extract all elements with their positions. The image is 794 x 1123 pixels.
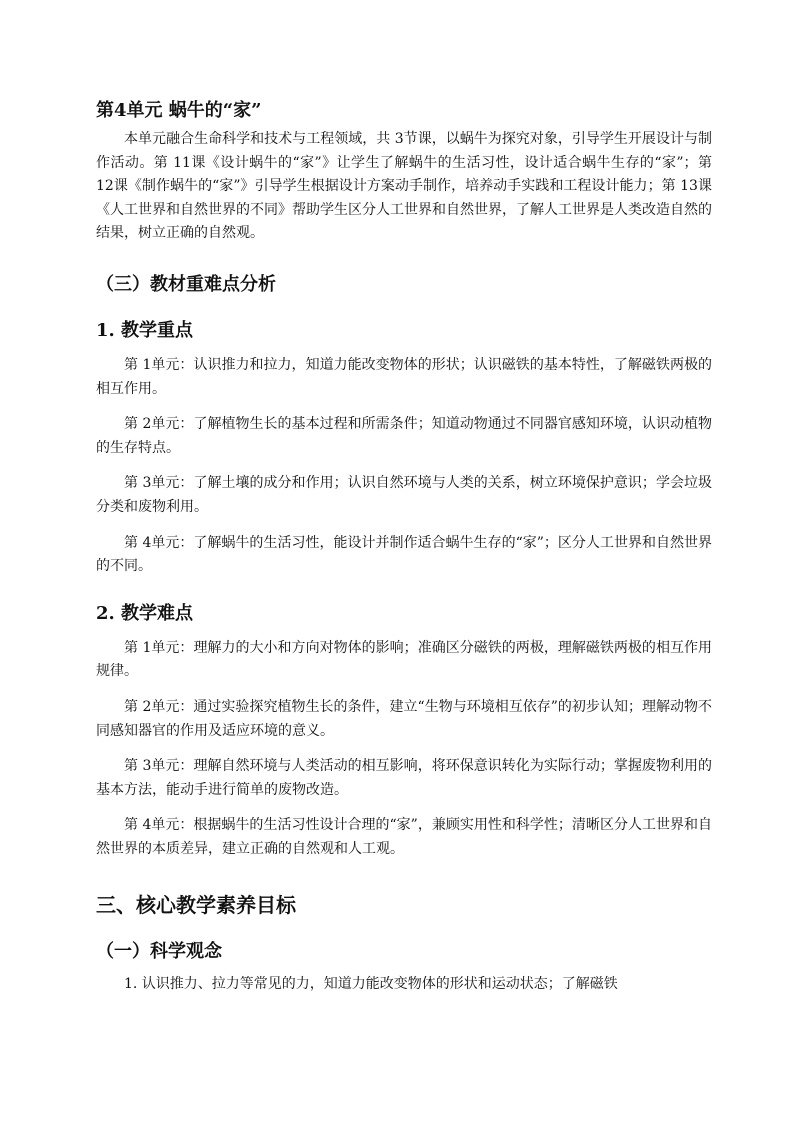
difficult-point-unit2: 第 2单元：通过实验探究植物生长的条件，建立“生物与环境相互依存”的初步认知；理解动物不同感知器官的作用及适应环境的意义。: [96, 698, 712, 739]
science-concept-heading: （一）科学观念: [96, 941, 222, 963]
key-point-unit1: 第 1单元：认识推力和拉力，知道力能改变物体的形状；认识磁铁的基本特性，了解磁铁两极的相互作用。: [96, 356, 712, 397]
difficult-points-heading: 2. 教学难点: [96, 602, 194, 624]
difficult-point-unit1: 第 1单元：理解力的大小和方向对物体的影响；准确区分磁铁的两极，理解磁铁两极的相互作用规律。: [96, 639, 712, 680]
science-concept-item-1: 1. 认识推力、拉力等常见的力，知道力能改变物体的形状和运动状态；了解磁铁: [124, 976, 618, 993]
unit4-intro-paragraph: 本单元融合生命科学和技术与工程领域，共 3节课，以蜗牛为探究对象，引导学生开展设计与制作活动。第 11课《设计蜗牛的“家”》让学生了解蜗牛的生活习性，设计适合蜗牛生存的“家”；第 12课《制作蜗牛的“家”》引导学生根据设计方案动手制作，培养动手实践和工程设计能力；第 13课《人工世界和自然世界的不同》帮助学生区分人工世界和自然世界，了解人工世界是人类改造自然的结果，树立正确的自然观。: [96, 131, 712, 242]
unit4-heading: 第4单元 蜗牛的“家”: [96, 100, 262, 121]
difficult-point-unit4: 第 4单元：根据蜗牛的生活习性设计合理的“家”，兼顾实用性和科学性；清晰区分人工世界和自然世界的本质差异，建立正确的自然观和人工观。: [96, 817, 712, 857]
section-key-difficult-heading: （三）教材重难点分析: [96, 273, 276, 295]
page-content: [96, 98, 712, 997]
difficult-point-unit3: 第 3单元：理解自然环境与人类活动的相互影响，将环保意识转化为实际行动；掌握废物利用的基本方法，能动手进行简单的废物改造。: [96, 758, 712, 798]
key-point-unit4: 第 4单元：了解蜗牛的生活习性，能设计并制作适合蜗牛生存的“家”；区分人工世界和自然世界的不同。: [96, 534, 712, 575]
key-point-unit2: 第 2单元：了解植物生长的基本过程和所需条件；知道动物通过不同器官感知环境，认识动植物的生存特点。: [96, 416, 712, 456]
key-points-heading: 1. 教学重点: [96, 319, 194, 341]
key-point-unit3: 第 3单元：了解土壤的成分和作用；认识自然环境与人类的关系，树立环境保护意识；学会垃圾分类和废物利用。: [96, 475, 712, 515]
core-literacy-heading: 三、核心教学素养目标: [96, 893, 296, 918]
